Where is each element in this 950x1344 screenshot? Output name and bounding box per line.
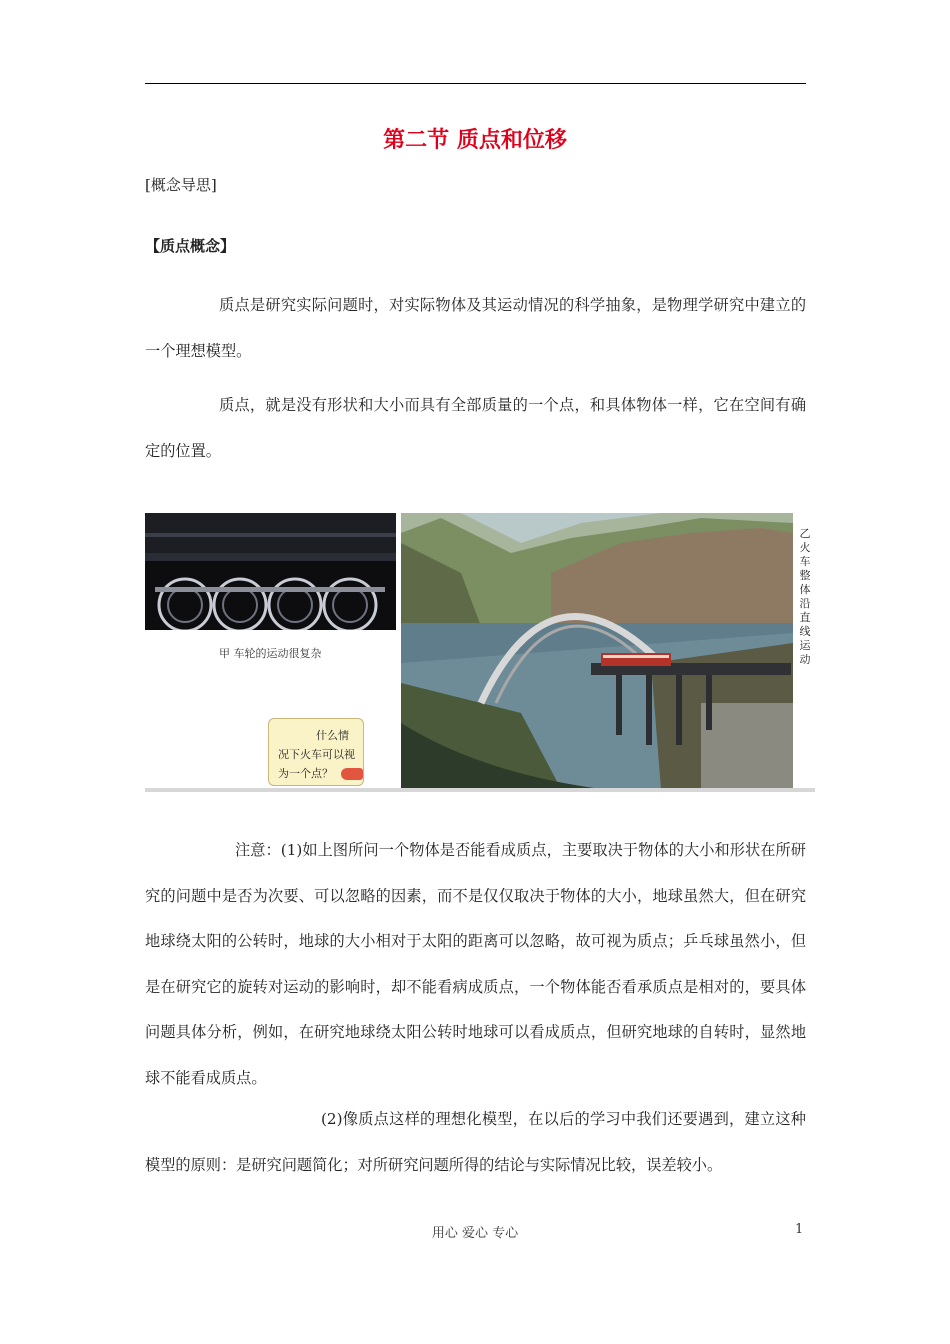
- locomotive-wheels-image: [145, 513, 396, 630]
- figure-shadow: [145, 788, 815, 792]
- train-figure: [145, 505, 817, 793]
- paragraph-definition: 质点是研究实际问题时，对实际物体及其运动情况的科学抽象，是物理学研究中建立的一个理想模型。: [145, 296, 806, 360]
- page-title: 第二节 质点和位移: [383, 128, 567, 153]
- paragraph-note-2: (2)像质点这样的理想化模型，在以后的学习中我们还要遇到，建立这种模型的原则：是研究问题简化；对所研究问题所得的结论与实际情况比较，误差较小。: [145, 1110, 806, 1174]
- section-heading: 【质点概念】: [145, 237, 236, 255]
- bubble-line-2: 况下火车可以视: [278, 748, 355, 761]
- bridge-train-photo: [401, 513, 793, 789]
- bubble-line-1: 什么情: [316, 729, 349, 742]
- paragraph-point-description: 质点，就是没有形状和大小而具有全部质量的一个点，和具体物体一样，它在空间有确定的位置。: [145, 396, 806, 460]
- figure-panel-wheels: [145, 513, 396, 792]
- page-footer: 用心 爱心 专心: [431, 1226, 519, 1241]
- caption-train: 乙 火车整体沿直线运动: [799, 527, 811, 666]
- paragraph-note-1: 注意：(1)如上图所问一个物体是否能看成质点，主要取决于物体的大小和形状在所研究的问题中是否为次要、可以忽略的因素，而不是仅仅取决于物体的大小，地球虽然大，但在研究地球绕太阳的公转时，地球的大小相对于太阳的距离可以忽略，故可视为质点；乒乓球虽然小，但是在研究它的旋转对运动的影响时，却不能看病成质点，一个物体能否看承质点是相对的，要具体问题具体分析，例如，在研究地球绕太阳公转时地球可以看成质点，但研究地球的自转时，显然地球不能看成质点。: [145, 841, 806, 1087]
- bubble-line-3: 为一个点？: [278, 767, 333, 780]
- header-rule: [145, 83, 806, 84]
- caption-wheels: 甲 车轮的运动很复杂: [219, 647, 322, 660]
- pointing-hand-icon: [341, 768, 363, 780]
- concept-guide-label: [概念导思]: [145, 176, 217, 194]
- page-number: 1: [795, 1222, 804, 1237]
